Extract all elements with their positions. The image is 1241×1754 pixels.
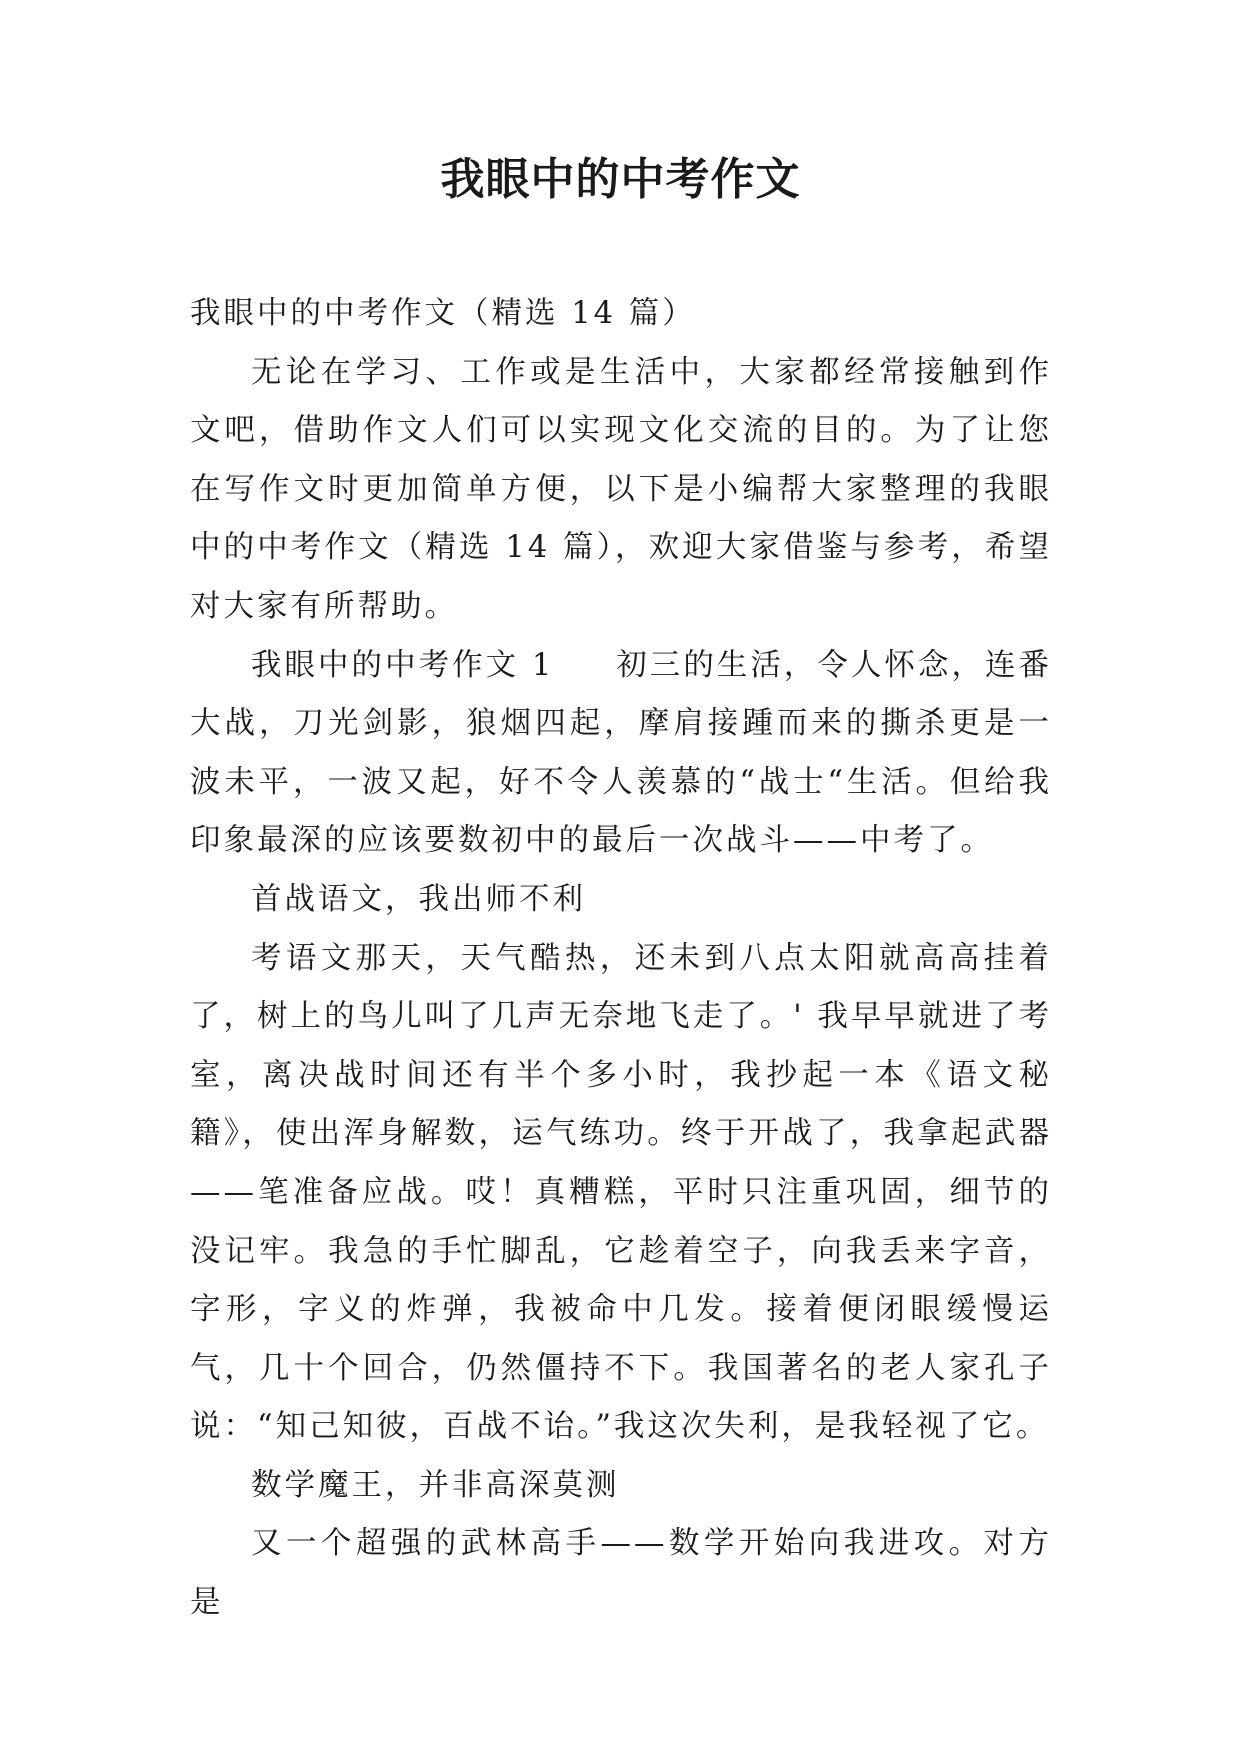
essay-1-heading: 我眼中的中考作文 1 [251, 647, 555, 683]
document-subtitle: 我眼中的中考作文（精选 14 篇） [190, 296, 696, 331]
section-heading-math: 数学魔王，并非高深莫测 [251, 1467, 620, 1503]
section-heading-chinese: 首战语文，我出师不利 [251, 881, 586, 917]
document-body [190, 285, 1052, 1633]
essay-1-opening-text: 初三的生活，令人怀念，连番大战，刀光剑影，狼烟四起，摩肩接踵而来的撕杀更是一波未平，一波又起，好不令人羡慕的“战士“生活。但给我印象最深的应该要数初中的最后一次战斗——中考了。 [190, 647, 1052, 859]
intro-paragraph: 无论在学习、工作或是生活中，大家都经常接触到作文吧，借助作文人们可以实现文化交流的目的。为了让您在写作文时更加简单方便，以下是小编帮大家整理的我眼中的中考作文（精选 14 篇），欢迎大家借鉴与参考，希望对大家有所帮助。 [190, 354, 1052, 624]
essay-1-paragraph [190, 637, 1052, 871]
document-title: 我眼中的中考作文 [440, 154, 801, 205]
math-exam-paragraph: 又一个超强的武林高手——数学开始向我进攻。对方是 [190, 1526, 1052, 1621]
chinese-exam-paragraph: 考语文那天，天气酷热，还未到八点太阳就高高挂着了，树上的鸟儿叫了几声无奈地飞走了。' 我早早就进了考室，离决战时间还有半个多小时，我抄起一本《语文秘籍》，使出浑身解数，运气练功。终于开战了，我拿起武器——笔准备应战。哎！真糟糕，平时只注重巩固，细节的没记牢。我急的手忙脚乱，它趁着空子，向我丢来字音，字形，字义的炸弹，我被命中几发。接着便闭眼缓慢运气，几十个回合，仍然僵持不下。我国著名的老人家孔子说：“知己知彼，百战不诒。”我这次失利，是我轻视了它。 [190, 940, 1052, 1445]
